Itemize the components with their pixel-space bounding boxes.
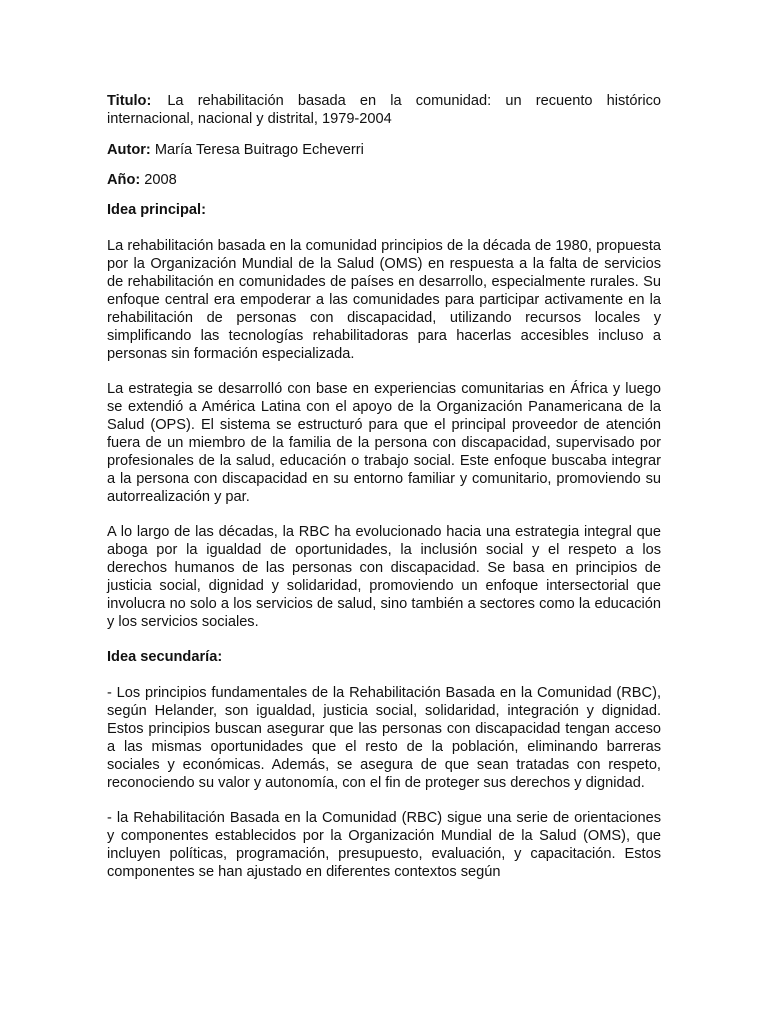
year-line [107,171,661,189]
year-label: Año: [107,172,141,188]
author-line [107,141,661,159]
document-page [107,92,661,898]
author-name: María Teresa Buitrago Echeverri [154,142,364,158]
year-value: 2008 [144,172,177,188]
main-idea-paragraph-3: A lo largo de las décadas, la RBC ha evolucionado hacia una estrategia integral que aboga por la igualdad de oportunidades, la inclusión social y el respeto a los derechos humanos de las personas con discapacidad. Se basa en principios de justicia social, dignidad y solidaridad, promoviendo un enfoque intersectorial que involucra no solo a los servicios de salud, sino también a sectores como la educación y los servicios sociales. [107,524,661,630]
main-idea-heading: Idea principal: [107,202,206,218]
secondary-idea-paragraph-2: - la Rehabilitación Basada en la Comunidad (RBC) sigue una serie de orientaciones y componentes establecidos por la Organización Mundial de la Salud (OMS), que incluyen políticas, programación, presupuesto, evaluación, y capacitación. Estos componentes se han ajustado en diferentes contextos según [107,810,661,880]
document-title: La rehabilitación basada en la comunidad: un recuento histórico internacional, nacional y distrital, 1979-2004 [107,93,661,127]
author-label: Autor: [107,142,151,158]
secondary-idea-paragraph-1: - Los principios fundamentales de la Rehabilitación Basada en la Comunidad (RBC), según Helander, son igualdad, justicia social, solidaridad, integración y dignidad. Estos principios buscan asegurar que las personas con discapacidad tengan acceso a las mismas oportunidades que el resto de la población, eliminando barreras sociales y económicas. Además, se asegura de que sean tratadas con respeto, reconociendo su valor y autonomía, con el fin de proteger sus derechos y dignidad. [107,685,661,791]
main-idea-paragraph-1: La rehabilitación basada en la comunidad principios de la década de 1980, propuesta por la Organización Mundial de la Salud (OMS) en respuesta a la falta de servicios de rehabilitación en comunidades de países en desarrollo, especialmente rurales. Su enfoque central era empoderar a las comunidades para participar activamente en la rehabilitación de personas con discapacidad, utilizando recursos locales y simplificando las tecnologías rehabilitadoras para hacerlas accesibles incluso a personas sin formación especializada. [107,238,661,362]
secondary-idea-heading: Idea secundaría: [107,649,223,665]
title-line [107,92,661,128]
title-label: Titulo: [107,93,152,109]
main-idea-paragraph-2: La estrategia se desarrolló con base en experiencias comunitarias en África y luego se extendió a América Latina con el apoyo de la Organización Panamericana de la Salud (OPS). El sistema se estructuró para que el principal proveedor de atención fuera de un miembro de la familia de la persona con discapacidad, supervisado por profesionales de la salud, educación o trabajo social. Este enfoque buscaba integrar a la persona con discapacidad en su entorno familiar y comunitario, promoviendo su autorrealización y par. [107,381,661,505]
